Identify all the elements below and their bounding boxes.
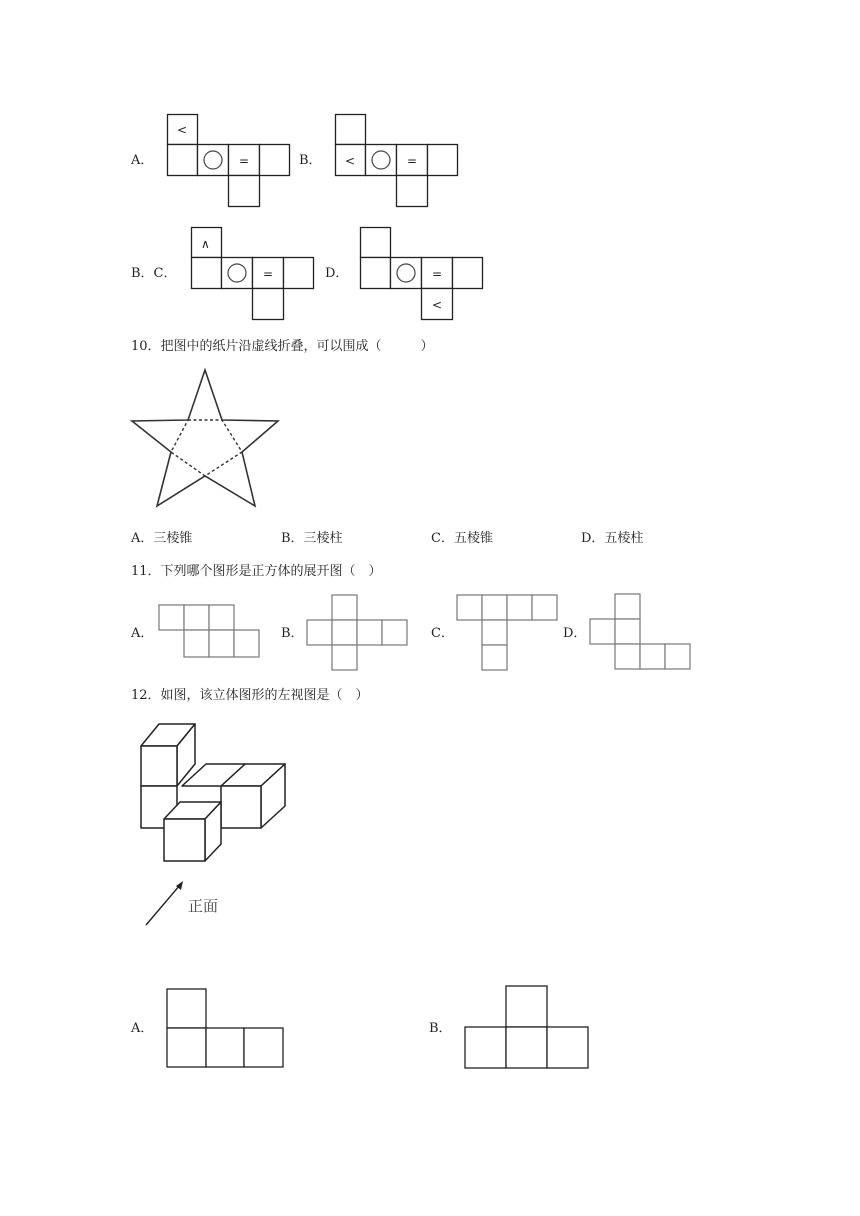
q9-option-b-label: B． (299, 153, 322, 168)
q9-option-c-net[interactable] (191, 227, 315, 321)
q9-option-c-label: B．C． (131, 266, 177, 281)
q12-stem: 12．如图，该立体图形的左视图是（ ） (131, 688, 369, 703)
q10-option-d[interactable]: D．五棱柱 (581, 531, 644, 546)
q11-option-b-label: B． (281, 626, 304, 641)
less-than-symbol: < (432, 298, 443, 312)
front-direction-arrow-icon (142, 878, 188, 928)
q11-option-d-label: D． (563, 626, 587, 641)
q12-option-a-view[interactable] (166, 988, 286, 1070)
q12-option-b-label: B． (429, 1021, 452, 1036)
q11-option-c-label: C． (431, 626, 454, 641)
q9-option-d-net[interactable] (360, 227, 484, 321)
q11-option-a-label: A． (131, 626, 154, 641)
q12-solid-figure (135, 716, 295, 864)
q10-option-a[interactable]: A．三棱锥 (131, 531, 193, 546)
q11-option-c-net[interactable] (456, 594, 560, 672)
q9-option-d-label: D． (325, 266, 349, 281)
q11-stem: 11．下列哪个图形是正方体的展开图（ ） (131, 564, 382, 579)
q9-option-a-label: A． (131, 153, 154, 168)
equal-symbol: = (407, 154, 418, 168)
q11-option-b-net[interactable] (306, 594, 410, 672)
wedge-symbol: ∧ (201, 237, 210, 251)
equal-symbol: = (239, 154, 250, 168)
less-than-symbol: < (177, 123, 188, 137)
less-than-symbol: < (345, 154, 356, 168)
q11-option-a-net[interactable] (158, 604, 262, 660)
q10-stem: 10．把图中的纸片沿虚线折叠，可以围成（ ） (131, 339, 434, 354)
equal-symbol: = (263, 267, 274, 281)
q12-option-a-label: A． (131, 1021, 154, 1036)
front-label: 正面 (188, 897, 219, 915)
q10-option-c[interactable]: C．五棱锥 (431, 531, 493, 546)
q11-option-d-net[interactable] (589, 593, 693, 671)
q10-option-b[interactable]: B．三棱柱 (281, 531, 343, 546)
q9-option-a-net[interactable] (167, 114, 291, 208)
q12-option-b-view[interactable] (464, 985, 592, 1071)
q10-star-figure (130, 368, 280, 510)
equal-symbol: = (432, 267, 443, 281)
q9-option-b-net[interactable] (335, 114, 459, 208)
